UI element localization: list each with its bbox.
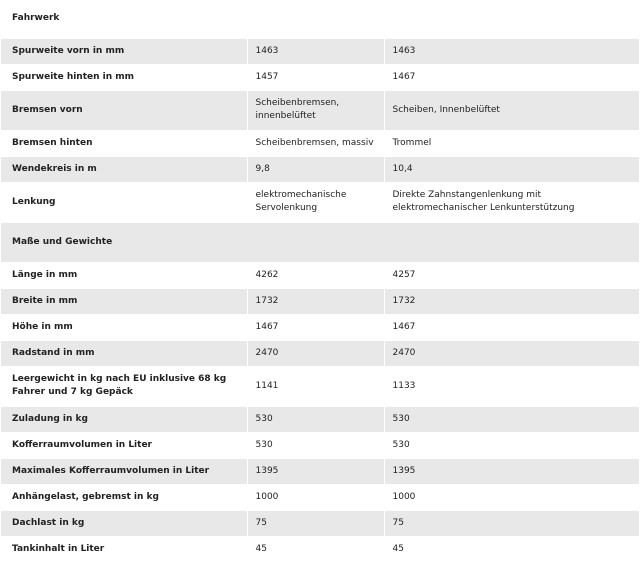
row-value-b: 1000 [384,484,639,510]
section-header-fahrwerk [1,0,639,38]
row-label: Länge in mm [1,262,247,288]
row-value-a: 45 [247,536,384,562]
row-label: Leergewicht in kg nach EU inklusive 68 kg Fahrer und 7 kg Gepäck [1,366,247,406]
row-value-b: 1467 [384,314,639,340]
row-label: Tankinhalt in Liter [1,536,247,562]
specs-table [1,0,639,563]
row-value-a: 530 [247,406,384,432]
row-label: Spurweite vorn in mm [1,38,247,64]
section-title: Maße und Gewichte [1,222,639,262]
row-label: Breite in mm [1,288,247,314]
row-value-b: 1463 [384,38,639,64]
table-row [1,484,639,510]
row-value-b: 1395 [384,458,639,484]
table-row [1,510,639,536]
table-row [1,182,639,222]
row-value-a: 1457 [247,64,384,90]
row-label: Maximales Kofferraumvolumen in Liter [1,458,247,484]
table-row [1,406,639,432]
row-label: Zuladung in kg [1,406,247,432]
row-value-b: 530 [384,406,639,432]
row-value-a: 530 [247,432,384,458]
row-label: Wendekreis in m [1,156,247,182]
table-row [1,432,639,458]
row-value-a: 1000 [247,484,384,510]
row-value-a: Scheibenbremsen, innenbelüftet [247,90,384,130]
row-value-a: 75 [247,510,384,536]
row-label: Kofferraumvolumen in Liter [1,432,247,458]
row-value-b: 2470 [384,340,639,366]
table-row [1,314,639,340]
table-row [1,262,639,288]
table-row [1,366,639,406]
row-value-a: 1141 [247,366,384,406]
row-value-b: 1133 [384,366,639,406]
table-row [1,340,639,366]
table-row [1,64,639,90]
row-value-b: Scheiben, Innenbelüftet [384,90,639,130]
row-value-a: elektromechanische Servolenkung [247,182,384,222]
row-value-b: Trommel [384,130,639,156]
row-value-b: 1467 [384,64,639,90]
row-value-a: 9,8 [247,156,384,182]
row-value-b: 75 [384,510,639,536]
row-value-a: 1395 [247,458,384,484]
table-row [1,90,639,130]
table-row [1,156,639,182]
row-label: Dachlast in kg [1,510,247,536]
table-row [1,536,639,562]
row-label: Bremsen hinten [1,130,247,156]
row-value-a: Scheibenbremsen, massiv [247,130,384,156]
row-value-a: 2470 [247,340,384,366]
table-row [1,130,639,156]
table-row [1,458,639,484]
row-value-a: 1467 [247,314,384,340]
row-value-b: 45 [384,536,639,562]
row-label: Anhängelast, gebremst in kg [1,484,247,510]
row-value-a: 1732 [247,288,384,314]
table-row [1,38,639,64]
row-label: Höhe in mm [1,314,247,340]
row-value-b: 4257 [384,262,639,288]
row-label: Bremsen vorn [1,90,247,130]
row-value-b: Direkte Zahnstangenlenkung mit elektromechanischer Lenkunterstützung [384,182,639,222]
section-header-masse-und-gewichte [1,222,639,262]
table-row [1,288,639,314]
row-label: Radstand in mm [1,340,247,366]
row-value-a: 1463 [247,38,384,64]
row-label: Spurweite hinten in mm [1,64,247,90]
row-value-b: 530 [384,432,639,458]
row-value-b: 10,4 [384,156,639,182]
row-value-a: 4262 [247,262,384,288]
section-title: Fahrwerk [1,0,639,38]
row-value-b: 1732 [384,288,639,314]
row-label: Lenkung [1,182,247,222]
